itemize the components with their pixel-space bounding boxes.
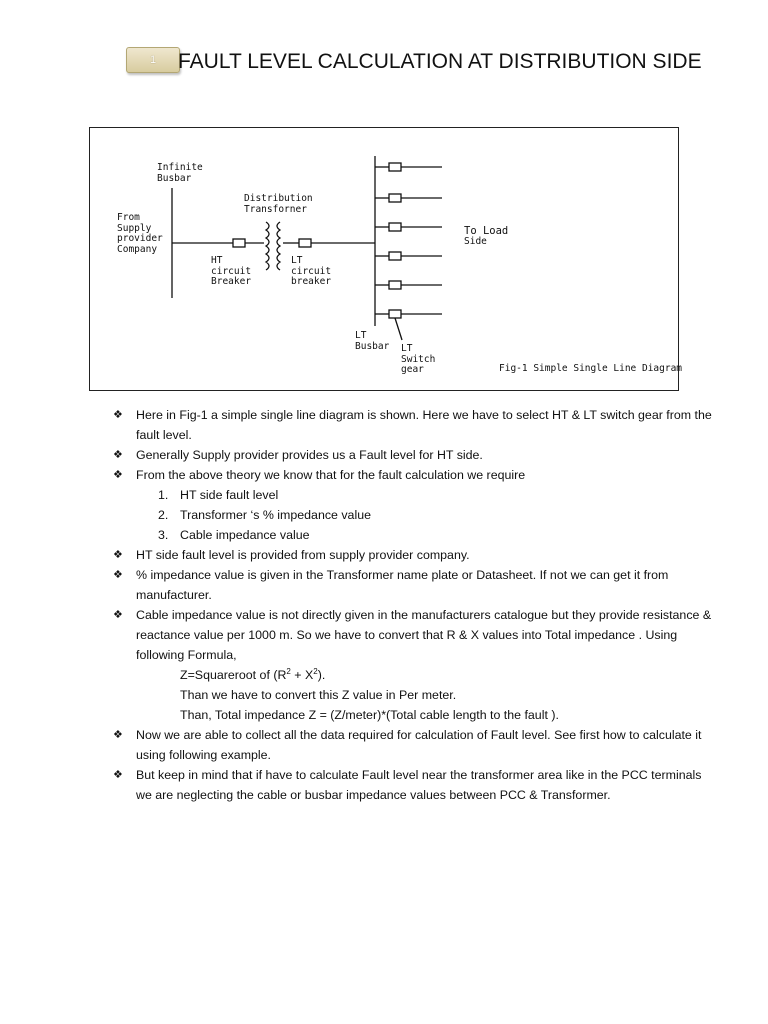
bullet-text: From the above theory we know that for the fault calculation we require <box>136 468 526 482</box>
formula-superscript: 2 <box>313 666 318 676</box>
diamond-bullet-icon: ❖ <box>113 609 123 621</box>
single-line-diagram <box>89 127 683 391</box>
numbered-item <box>112 525 712 545</box>
bullet-text: % impedance value is given in the Transformer name plate or Datasheet. If not we can get it from manufacturer. <box>136 568 669 602</box>
item-number: 1. <box>158 488 169 502</box>
bullet-text: Generally Supply provider provides us a Fault level for HT side. <box>136 448 483 462</box>
list-item <box>112 605 712 665</box>
ht-breaker-label: HT circuit Breaker <box>211 255 252 287</box>
bullet-text: HT side fault level is provided from supply provider company. <box>136 548 470 562</box>
list-item <box>112 545 712 565</box>
to-load-label: To Load <box>464 225 509 237</box>
item-number: 3. <box>158 528 169 542</box>
formula-line: Than, Total impedance Z = (Z/meter)*(Total cable length to the fault ). <box>180 708 559 722</box>
item-number: 2. <box>158 508 169 522</box>
bullet-text: But keep in mind that if have to calculate Fault level near the transformer area like in the PCC terminals we are neglecting the cable or busbar impedance values between PCC & Transformer. <box>136 768 702 802</box>
numbered-item-text: HT side fault level <box>180 488 279 502</box>
formula-part: + X <box>290 668 314 682</box>
list-item <box>112 465 712 485</box>
lt-breaker-label: LT circuit breaker <box>291 255 332 287</box>
lt-switchgear-label: LT Switch gear <box>401 343 436 375</box>
numbered-item <box>112 505 712 525</box>
diamond-bullet-icon: ❖ <box>113 409 123 421</box>
page-title: FAULT LEVEL CALCULATION AT DISTRIBUTION SIDE <box>178 50 702 73</box>
list-item <box>112 565 712 605</box>
bullet-text: Now we are able to collect all the data required for calculation of Fault level. See first how to calculate it using following example. <box>136 728 702 762</box>
bullet-text: Cable impedance value is not directly given in the manufacturers catalogue but they provide resistance & reactance value per 1000 m. So we have to convert that R & X values into Total impedance . Using following Formula, <box>136 608 712 662</box>
numbered-item-text: Transformer ‘s % impedance value <box>180 508 371 522</box>
formula-line <box>112 665 712 685</box>
formula-line: Than we have to convert this Z value in Per meter. <box>180 688 457 702</box>
page-number-badge: 1 <box>126 47 180 73</box>
diamond-bullet-icon: ❖ <box>113 549 123 561</box>
diamond-bullet-icon: ❖ <box>113 469 123 481</box>
numbered-item <box>112 485 712 505</box>
numbered-item-text: Cable impedance value <box>180 528 310 542</box>
figure-caption: Fig-1 Simple Single Line Diagram <box>499 363 683 374</box>
distribution-transformer-label: Distribution Transforner <box>244 193 313 215</box>
formula-superscript: 2 <box>286 666 291 676</box>
transformer-primary-coil <box>266 222 269 270</box>
list-item <box>112 765 712 805</box>
list-item <box>112 405 712 445</box>
list-item <box>112 725 712 765</box>
supply-provider-label: From Supply provider Company <box>117 212 163 255</box>
infinite-busbar-label: Infinite Busbar <box>157 162 203 184</box>
formula-part: Z=Squareroot of (R <box>180 668 287 682</box>
diamond-bullet-icon: ❖ <box>113 449 123 461</box>
lt-breaker-symbol <box>299 239 311 247</box>
lt-busbar-label: LT Busbar <box>355 330 390 352</box>
diamond-bullet-icon: ❖ <box>113 769 123 781</box>
bullet-text: Here in Fig-1 a simple single line diagram is shown. Here we have to select HT & LT switch gear from the fault level. <box>136 408 712 442</box>
diamond-bullet-icon: ❖ <box>113 729 123 741</box>
to-load-side-label: Side <box>464 236 487 247</box>
document-body <box>112 405 712 805</box>
ht-breaker-symbol <box>233 239 245 247</box>
list-item <box>112 445 712 465</box>
transformer-secondary-coil <box>277 222 280 270</box>
diamond-bullet-icon: ❖ <box>113 569 123 581</box>
formula-part: ). <box>317 668 326 682</box>
